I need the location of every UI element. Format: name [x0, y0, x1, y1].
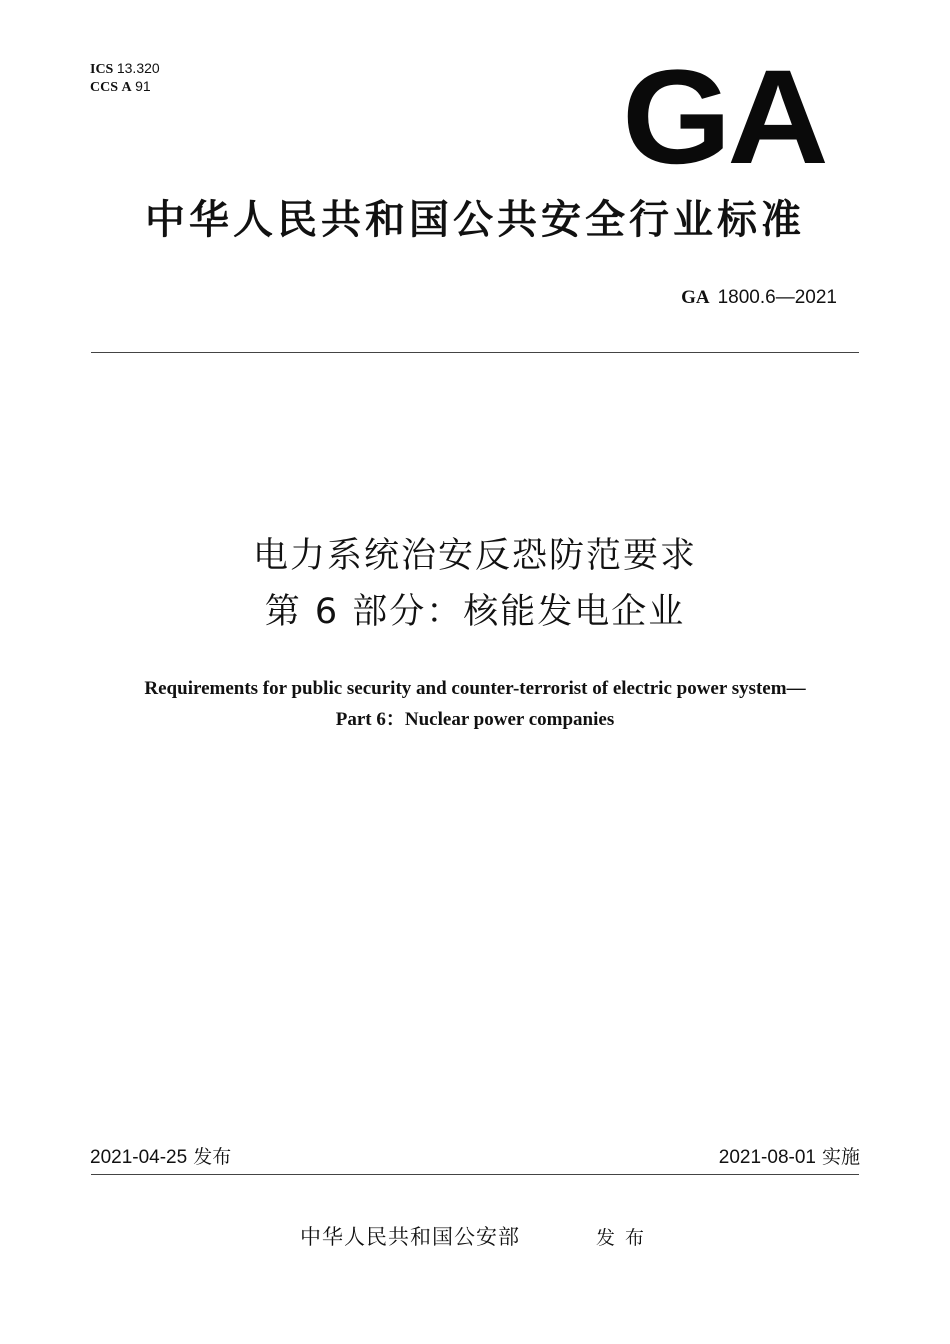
ccs-line — [90, 78, 160, 96]
classification-codes — [90, 60, 160, 96]
title-en-line1: Requirements for public security and counter-terrorist of electric power system— — [144, 678, 806, 699]
effective-date-value: 2021-08-01 — [718, 1147, 816, 1168]
bottom-divider — [91, 1174, 859, 1175]
ics-line — [90, 60, 160, 78]
release-date-value: 2021-04-25 — [90, 1147, 188, 1168]
issuing-authority: 中华人民共和国公安部 — [300, 1225, 520, 1249]
release-date — [90, 1144, 231, 1171]
effective-label: 实施 — [821, 1146, 860, 1168]
standard-number-body: 1800.6—2021 — [717, 287, 837, 308]
title-cn-line2: 第 6 部分：核能发电企业 — [264, 592, 686, 632]
title-en-line2: Part 6：Nuclear power companies — [335, 709, 615, 730]
release-label: 发布 — [193, 1146, 232, 1168]
title-cn-line1: 电力系统治安反恐防范要求 — [252, 536, 697, 576]
ics-number: 13.320 — [116, 60, 160, 76]
ics-code: ICS — [90, 62, 114, 77]
ccs-code: CCS — [90, 80, 119, 95]
top-divider — [91, 352, 859, 353]
ga-logo: GA — [622, 43, 825, 192]
standard-category-title: 中华人民共和国公共安全行业标准 — [145, 197, 805, 243]
standard-number — [681, 285, 837, 311]
ccs-number: 91 — [135, 78, 151, 94]
ccs-letter: A — [121, 80, 132, 95]
issuer-action: 发布 — [596, 1227, 655, 1249]
effective-date — [719, 1144, 860, 1171]
standard-prefix: GA — [681, 287, 710, 308]
